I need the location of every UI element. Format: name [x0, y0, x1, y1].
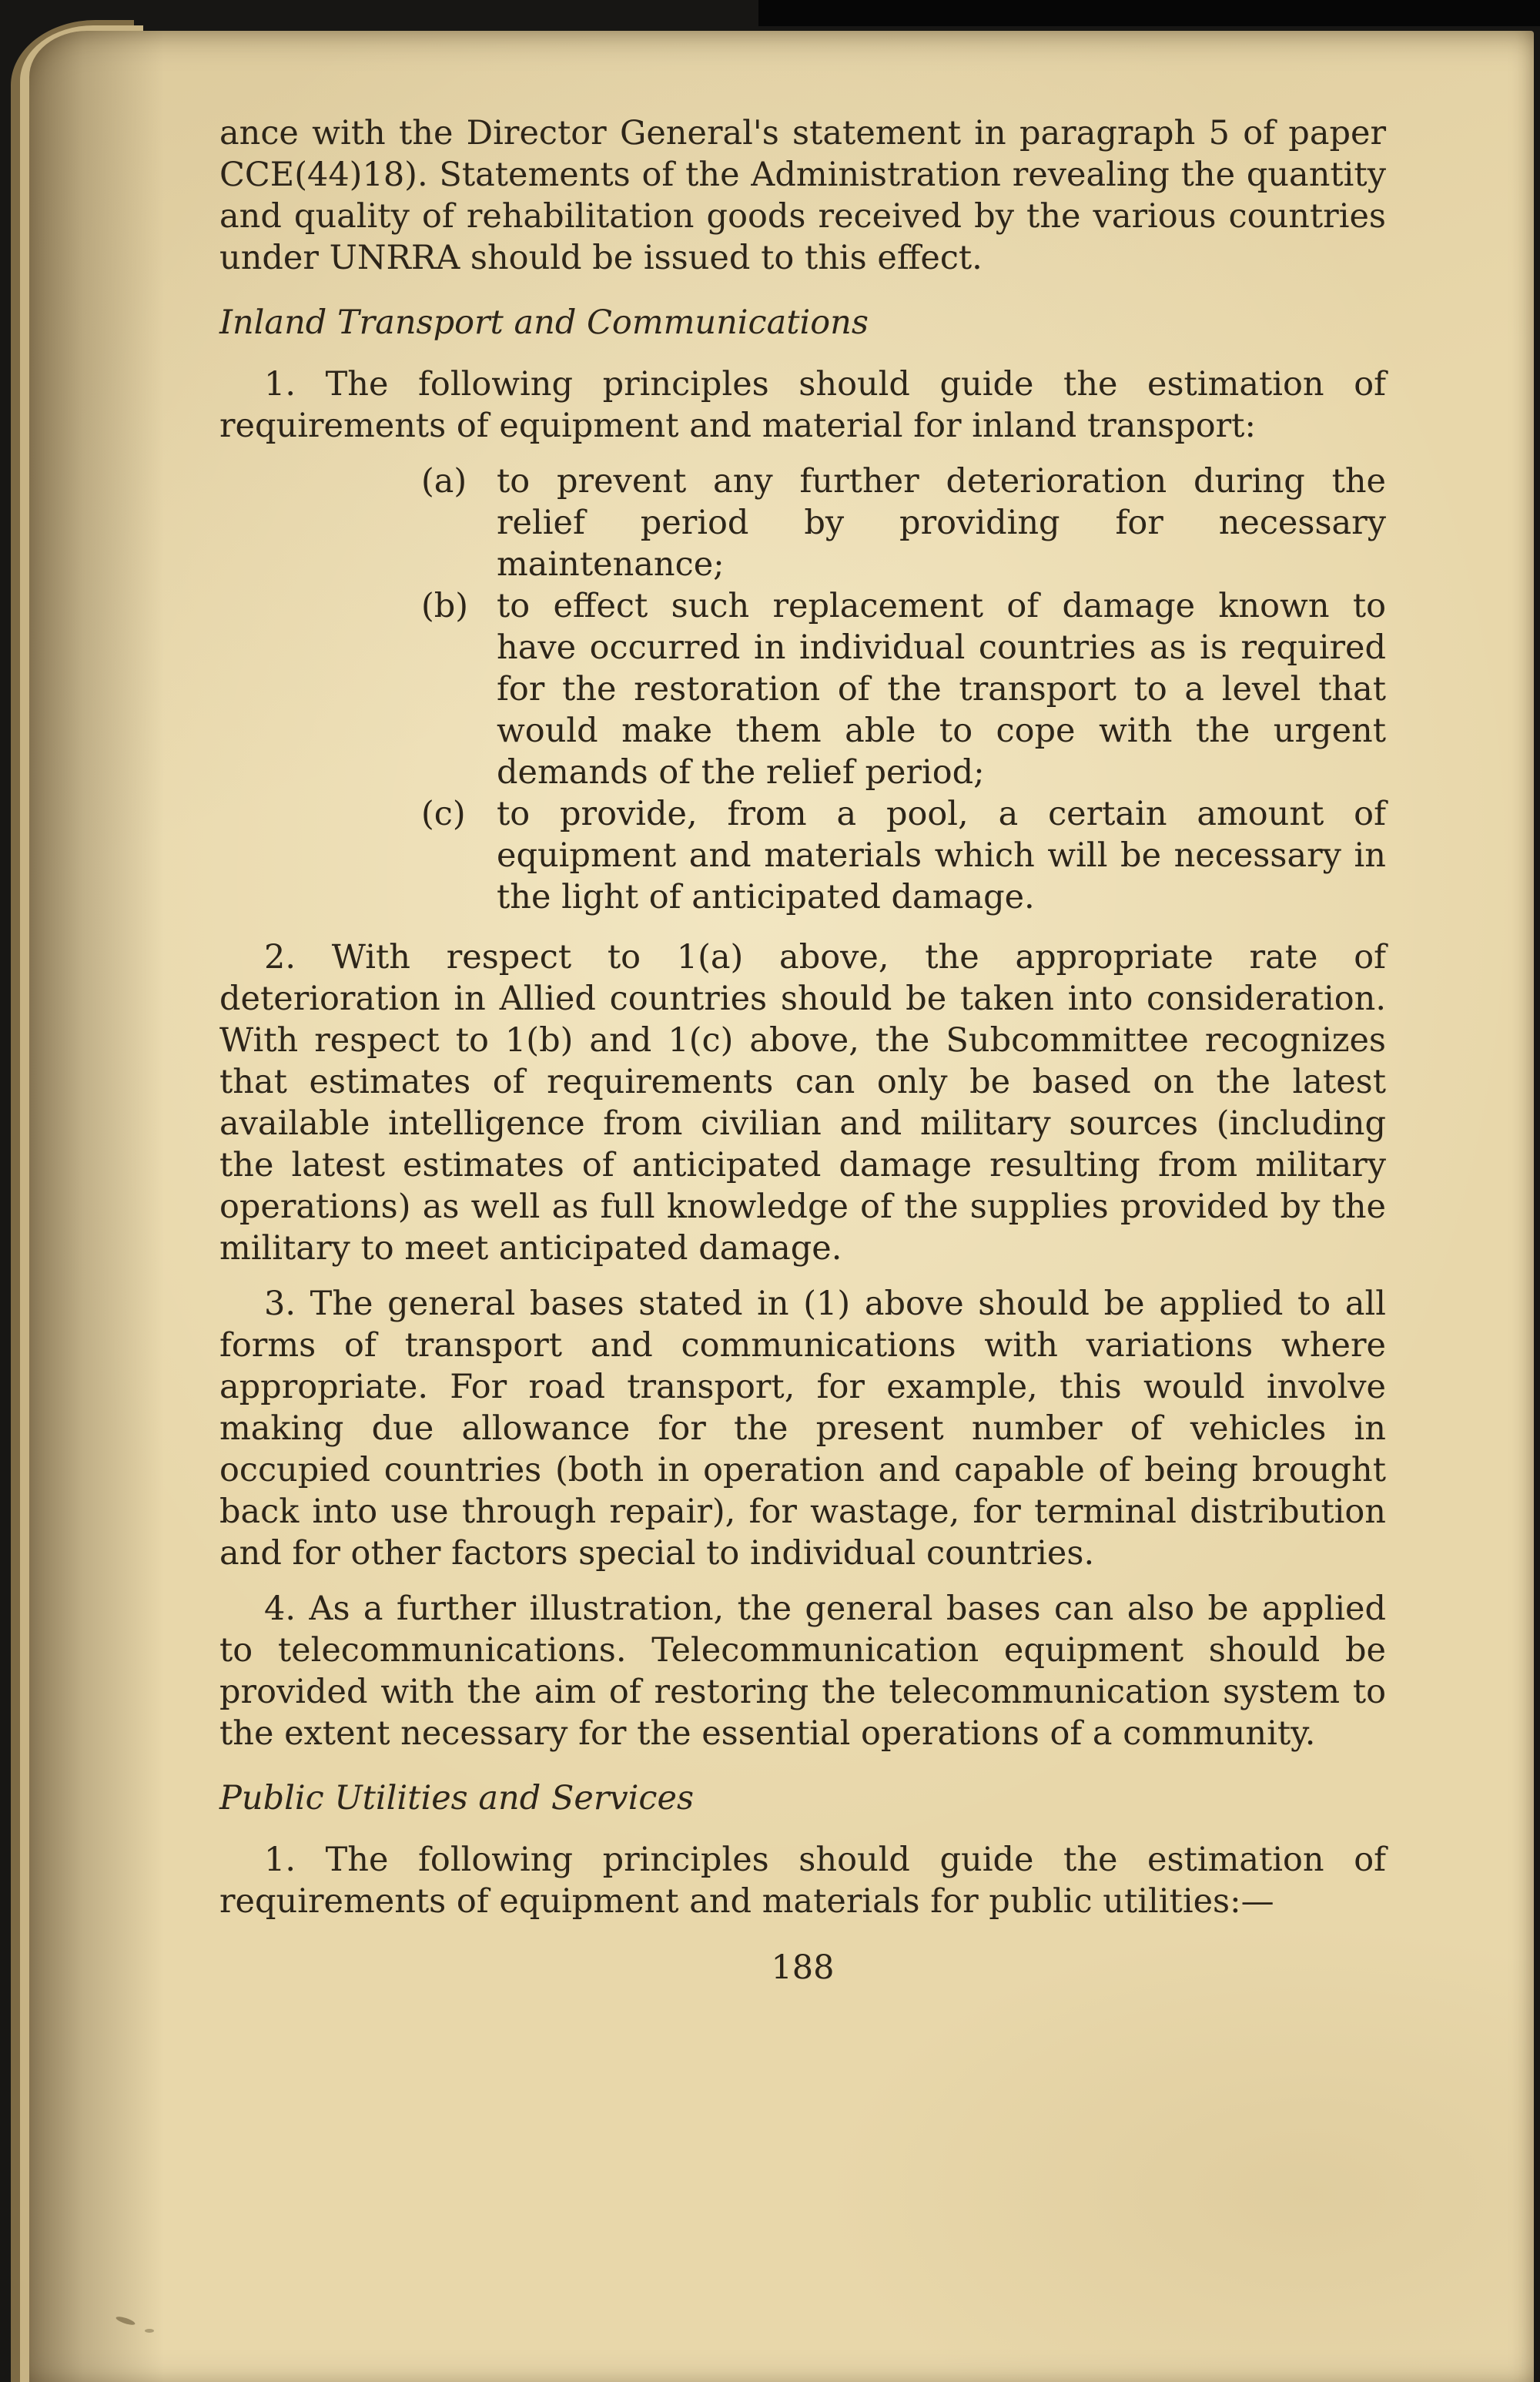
list-item	[219, 793, 1386, 918]
list-item-text: to provide, from a pool, a certain amount of equipment and materials which will be necessary in the light of anticipated damage.	[497, 795, 1386, 916]
paragraph: 1. The following principles should guide the estimation of requirements of equipment and material for inland transport:	[219, 365, 1386, 445]
list-item-marker: (c)	[421, 795, 466, 833]
scanner-background-bar	[758, 0, 1540, 26]
paragraph: 2. With respect to 1(a) above, the appropriate rate of deterioration in Allied countries should be taken into consideration. With respect to 1(b) and 1(c) above, the Subcommittee recognizes that estimates of requirements can only be based on the latest available intelligence from civilian and military sources (including the latest estimates of anticipated damage resulting from military operations) as well as full knowledge of the supplies provided by the military to meet anticipated damage.	[219, 938, 1386, 1268]
list-item-text: to effect such replacement of damage known to have occurred in individual countries as is required for the restoration of the transport to a level that would make them able to cope with the urgent demands of the relief period;	[497, 587, 1386, 792]
section-heading: Inland Transport and Communications	[219, 303, 869, 342]
list-item-marker: (b)	[421, 587, 469, 625]
page-content	[219, 112, 1386, 1922]
paragraph: 1. The following principles should guide the estimation of requirements of equipment and materials for public utilities:—	[219, 1841, 1386, 1921]
book-spine-shadow	[29, 31, 164, 2382]
list-item	[219, 585, 1386, 793]
section-heading: Public Utilities and Services	[219, 1779, 695, 1817]
page-number: 188	[771, 1948, 835, 1987]
paper-stain	[145, 2329, 154, 2333]
list-item-text: to prevent any further deterioration during the relief period by providing for necessary maintenance;	[497, 462, 1386, 584]
paragraph: 3. The general bases stated in (1) above should be applied to all forms of transport and communications with variations where appropriate. For road transport, for example, this would involve making due allowance for the present number of vehicles in occupied countries (both in operation and capable of being brought back into use through repair), for wastage, for terminal distribution and for other factors special to individual countries.	[219, 1285, 1386, 1573]
list-item	[219, 461, 1386, 585]
paragraph: 4. As a further illustration, the general bases can also be applied to telecommunications. Telecommunication equipment should be provided with the aim of restoring the telecommunication system to the extent necessary for the essential operations of a community.	[219, 1590, 1386, 1753]
book-page	[29, 31, 1534, 2382]
paper-stain	[116, 2315, 136, 2327]
text-block	[219, 112, 1386, 1988]
paragraph: ance with the Director General's statement in paragraph 5 of paper CCE(44)18). Statements of the Administration revealing the quantity and quality of rehabilitation goods received by the various countries under UNRRA should be issued to this effect.	[219, 114, 1386, 277]
list-item-marker: (a)	[421, 462, 467, 501]
